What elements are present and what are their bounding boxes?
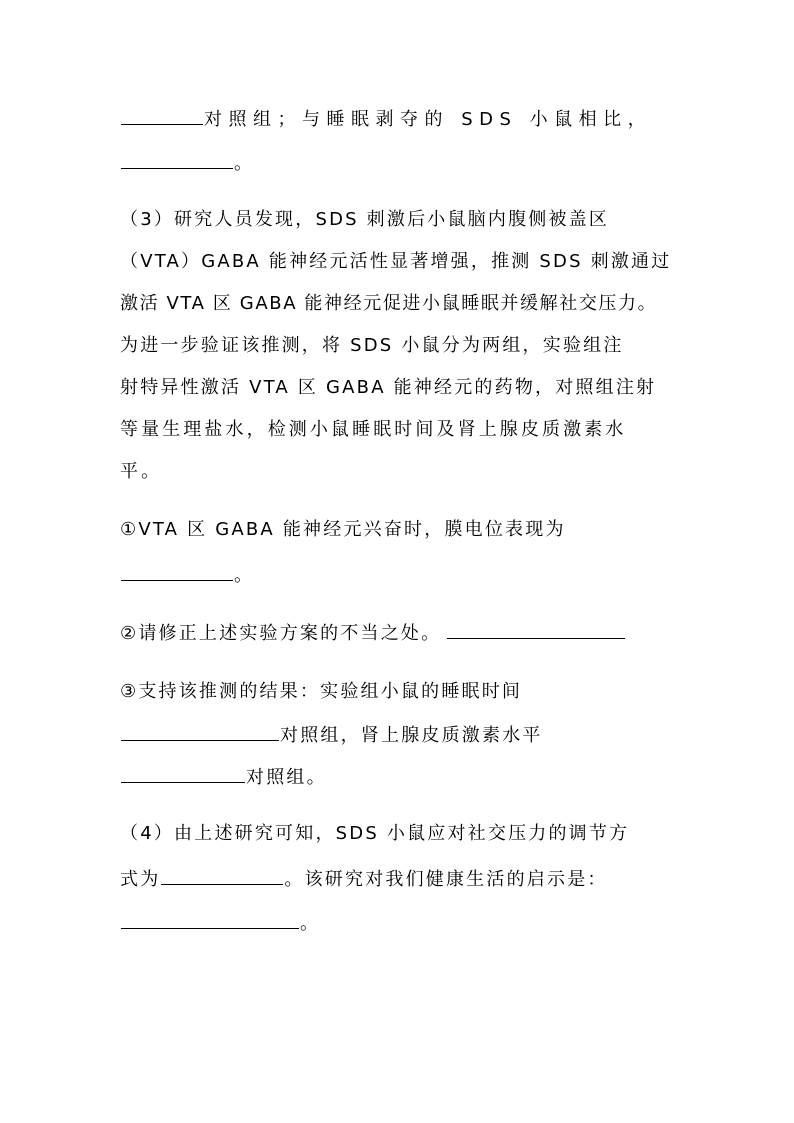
line-text: 对照组；与睡眠剥夺的 SDS 小鼠相比， xyxy=(204,109,653,130)
text-line xyxy=(120,822,629,846)
line-text: 等量生理盐水，检测小鼠睡眠时间及肾上腺皮质激素水 xyxy=(120,419,627,440)
line-text: ①VTA 区 GABA 能神经元兴奋时，膜电位表现为 xyxy=(120,519,566,540)
answer-blank[interactable] xyxy=(161,866,283,885)
text-line xyxy=(120,150,254,176)
text-line xyxy=(120,208,609,232)
text-line xyxy=(120,910,320,936)
line-text: （4）由上述研究可知，SDS 小鼠应对社交压力的调节方 xyxy=(120,823,630,844)
line-text: 式为 xyxy=(120,869,161,890)
answer-blank[interactable] xyxy=(121,722,279,741)
text-line xyxy=(120,250,671,274)
text-line xyxy=(120,562,254,588)
answer-blank[interactable] xyxy=(121,150,233,169)
line-text: 。该研究对我们健康生活的启示是： xyxy=(284,869,608,890)
text-line xyxy=(120,460,162,484)
text-line xyxy=(120,292,657,316)
line-text: 射特异性激活 VTA 区 GABA 能神经元的药物，对照组注射 xyxy=(120,377,657,398)
text-line xyxy=(120,866,608,892)
line-text: 对照组，肾上腺皮质激素水平 xyxy=(280,725,543,746)
text-line xyxy=(120,106,652,132)
text-line xyxy=(120,418,626,442)
line-text: ③支持该推测的结果：实验组小鼠的睡眠时间 xyxy=(120,681,523,702)
line-text: 平。 xyxy=(120,461,163,482)
answer-blank[interactable] xyxy=(121,106,203,125)
text-line xyxy=(120,722,543,748)
text-line xyxy=(120,334,624,358)
line-text: （VTA）GABA 能神经元活性显著增强，推测 SDS 刺激通过 xyxy=(120,251,672,272)
answer-blank[interactable] xyxy=(121,910,299,929)
line-text: ②请修正上述实验方案的不当之处。 xyxy=(120,623,442,644)
question-1 xyxy=(120,518,566,542)
answer-blank[interactable] xyxy=(121,562,233,581)
line-text: 。 xyxy=(234,153,255,174)
line-text: 。 xyxy=(234,565,255,586)
answer-blank[interactable] xyxy=(447,620,625,639)
line-text: 对照组。 xyxy=(246,767,327,788)
question-3 xyxy=(120,680,522,704)
line-text: 。 xyxy=(300,913,321,934)
question-2 xyxy=(120,620,626,646)
text-line xyxy=(120,764,327,790)
line-text: 激活 VTA 区 GABA 能神经元促进小鼠睡眠并缓解社交压力。 xyxy=(120,293,658,314)
line-text: （3）研究人员发现，SDS 刺激后小鼠脑内腹侧被盖区 xyxy=(120,209,610,230)
answer-blank[interactable] xyxy=(121,764,245,783)
text-line xyxy=(120,376,656,400)
line-text: 为进一步验证该推测，将 SDS 小鼠分为两组，实验组注 xyxy=(120,335,624,356)
